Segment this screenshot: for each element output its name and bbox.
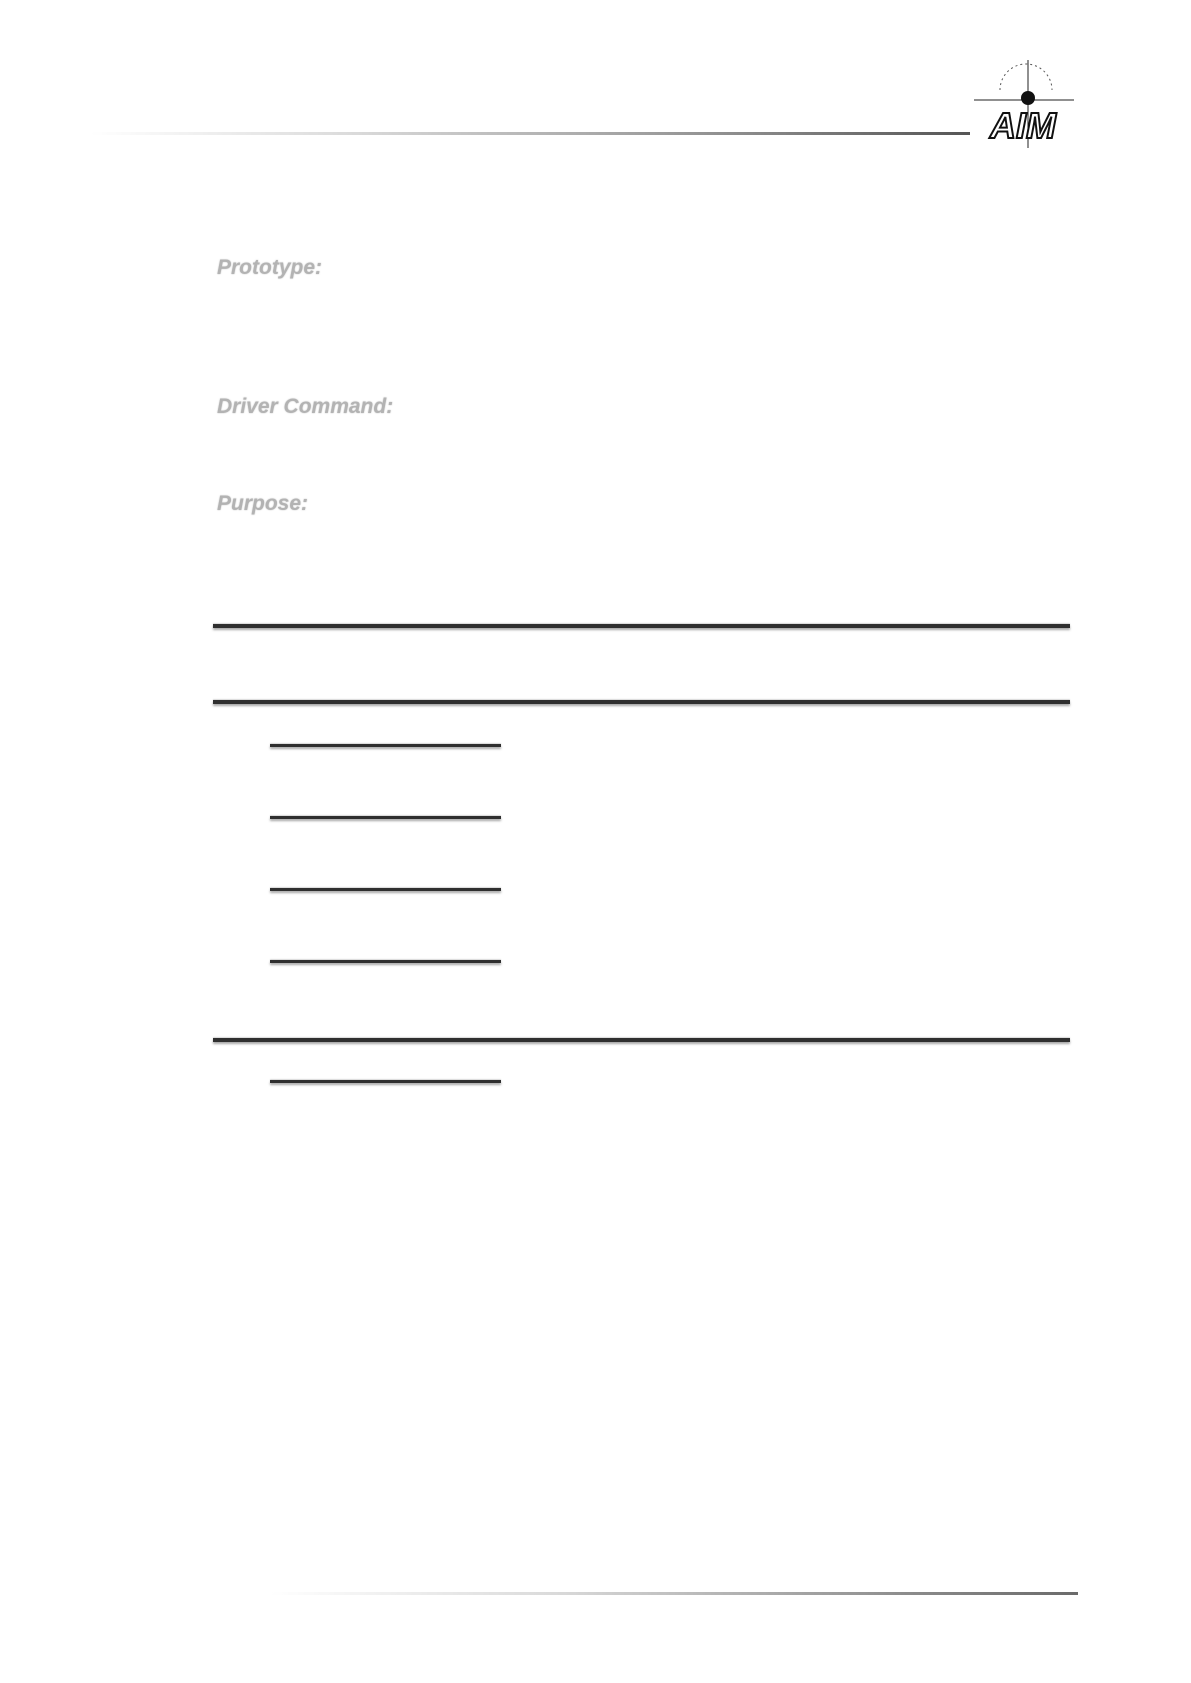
parameter-rule-2 — [270, 816, 501, 819]
header-rule — [90, 132, 970, 135]
prototype-label: Prototype: — [217, 256, 322, 279]
aim-logo — [968, 58, 1078, 150]
svg-text:AIM: AIM — [990, 105, 1056, 146]
parameter-rule-1 — [270, 744, 501, 747]
driver-command-label: Driver Command: — [217, 395, 394, 418]
parameter-rule-4 — [270, 960, 501, 963]
footer-rule — [270, 1592, 1078, 1595]
parameter-rule-5 — [270, 1080, 501, 1083]
parameter-rule-3 — [270, 888, 501, 891]
section-rule-top — [213, 624, 1070, 628]
section-rule-output — [213, 1038, 1070, 1042]
purpose-label: Purpose: — [217, 492, 309, 515]
section-rule-input — [213, 700, 1070, 704]
